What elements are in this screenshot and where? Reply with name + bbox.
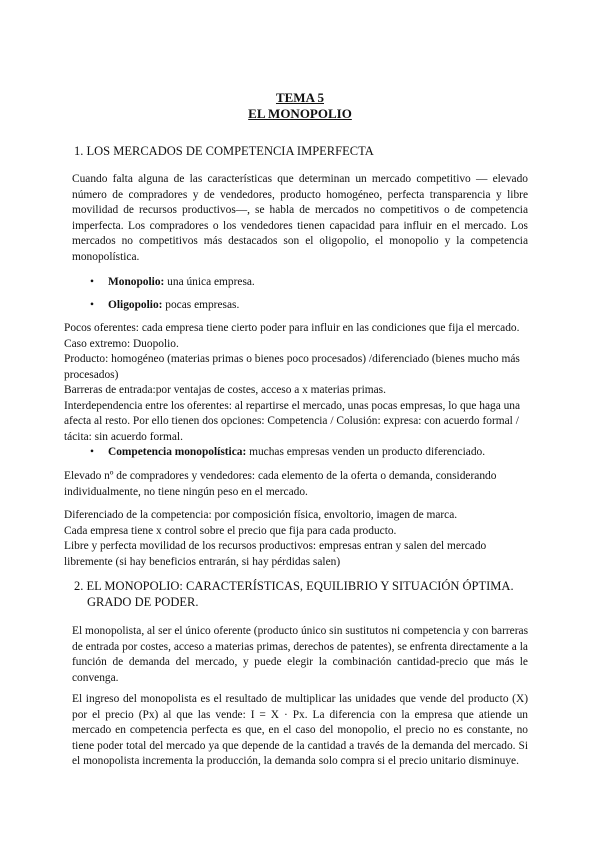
oligopolio-notes: Pocos oferentes: cada empresa tiene cierto poder para influir en las condiciones que fija el mercado. Caso extremo: Duopolio. Producto: homogéneo (materias primas o bienes poco procesados) /diferenciado (bienes mucho más procesados) Barreras de entrada:por ventajas de costes, acceso a x materias primas. Interdependencia entre los oferentes: al repartirse el mercado, unas pocas empresas, lo que haga una afecta al resto. Por ello tienen dos opciones: Competencia / Colusión: expresa: con acuerdo formal / tácita: sin acuerdo formal. (64, 322, 521, 443)
section2-heading: 2. EL MONOPOLIO: CARACTERÍSTICAS, EQUILIBRIO Y SITUACIÓN ÓPTIMA. (74, 579, 514, 593)
bullet-marker: • (90, 446, 94, 458)
bullet-text: muchas empresas venden un producto diferenciado. (246, 446, 486, 458)
bullet-term: Monopolio: (108, 276, 165, 288)
bullet-marker: • (90, 276, 94, 288)
bullet-term: Oligopolio: (108, 299, 163, 311)
competencia-note-2: Diferenciado de la competencia: por composición física, envoltorio, imagen de marca. Cada empresa tiene x control sobre el precio que fija para cada producto. Libre y perfecta movilidad de los recursos productivos: empresas entran y salen del mercado libremente (si hay beneficios entrarán, si hay pérdidas salen) (64, 509, 487, 568)
section1-intro-paragraph: Cuando falta alguna de las características que determinan un mercado competitivo — elevado número de compradores y de vendedores, producto homogéneo, perfecta transparencia y libre movilidad de recursos productivos—, se habla de mercados no competitivos o de competencia imperfecta. Los compradores o los vendedores tienen capacidad para influir en el mercado. Los mercados no competitivos más destacados son el oligopolio, el monopolio y la competencia monopolística. (72, 173, 528, 263)
bullet-monopolio (90, 275, 255, 291)
section2-heading-continued: GRADO DE PODER. (87, 595, 199, 609)
section2-paragraph-1: El monopolista, al ser el único oferente (producto único sin sustitutos ni competencia y con barreras de entrada por costes, acceso a materias primas, derechos de patentes), se enfrenta directamente a la función de demanda del mercado, y puede elegir la combinación cantidad-precio que más le convenga. (72, 625, 528, 684)
document-title: EL MONOPOLIO (248, 106, 352, 121)
bullet-text: pocas empresas. (162, 299, 240, 311)
document-title-number: TEMA 5 (275, 90, 325, 105)
section2-paragraph-2: El ingreso del monopolista es el resultado de multiplicar las unidades que vende del producto (X) por el precio (Px) al que las vende: I = X · Px. La diferencia con la empresa que atiende un mercado en competencia perfecta es que, en el caso del monopolio, el precio no es constante, no tiene poder total del mercado ya que depende de la cantidad a través de la demanda del mercado. Si el monopolista incrementa la producción, la demanda solo compra si el precio unitario disminuye. (72, 693, 528, 767)
bullet-text: una única empresa. (164, 276, 255, 288)
section1-heading: 1. LOS MERCADOS DE COMPETENCIA IMPERFECTA (74, 144, 374, 158)
bullet-marker: • (90, 299, 94, 311)
bullet-competencia-monopolistica (90, 445, 485, 461)
competencia-note-1: Elevado nº de compradores y vendedores: cada elemento de la oferta o demanda, considerando individualmente, no tiene ningún peso en el mercado. (64, 470, 497, 498)
bullet-oligopolio (90, 298, 239, 314)
bullet-term: Competencia monopolística: (108, 446, 247, 458)
